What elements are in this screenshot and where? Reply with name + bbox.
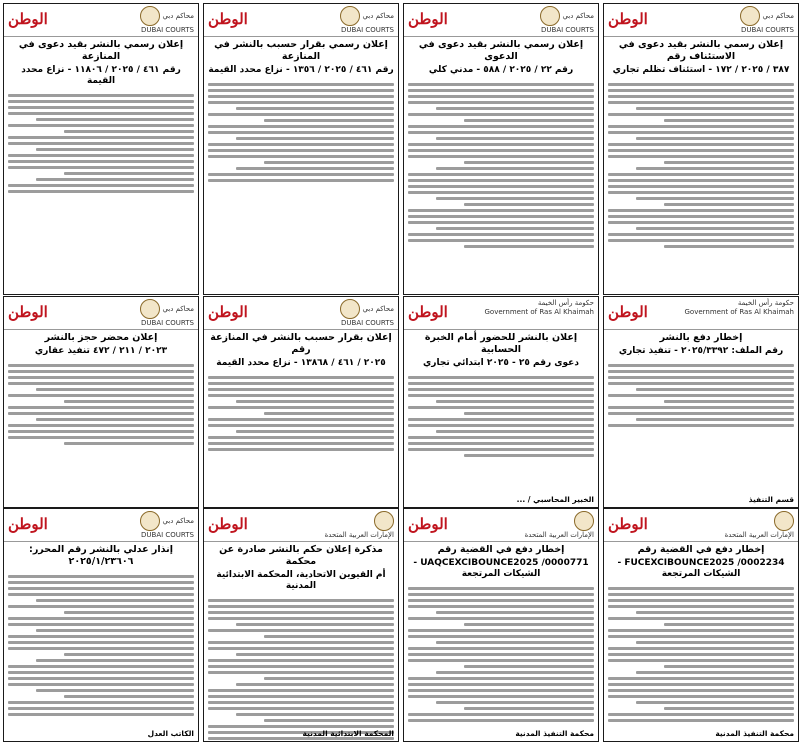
emblem-icon [740, 6, 760, 26]
notice-12 [3, 508, 199, 742]
issuer-logo: حكومة رأس الخيمة Government of Ras Al Khaimah [684, 299, 794, 316]
notice-subtitle: أم القيوين الاتحادية، المحكمة الابتدائية المدنية [216, 570, 386, 591]
notice-signature: الكاتب العدل [147, 729, 194, 738]
notice-signature: الخبير المحاسبي / ... [516, 495, 594, 504]
issuer-logo: الإمارات العربية المتحدة [525, 511, 594, 540]
notice-title: إعلان بالنشر للحضور أمام الخبرة الحسابية [424, 332, 578, 355]
notice-7 [203, 296, 399, 508]
masthead: الوطن [8, 515, 48, 533]
masthead: الوطن [408, 303, 448, 321]
notice-body [4, 359, 198, 450]
masthead: الوطن [608, 10, 648, 28]
notice-title: إعلان رسمي بقرار حسبب بالنشر في المنازعة [214, 39, 388, 62]
notice-title: إخطار دفع في القضية رقم [437, 544, 565, 555]
emblem-icon [140, 299, 160, 319]
notice-signature: قسم التنفيذ [748, 495, 794, 504]
notice-body [604, 359, 798, 432]
notice-subtitle: UAQCEXCIBOUNCE2025 /0000771 - الشيكات المرتجعة [413, 558, 589, 579]
notice-body [604, 582, 798, 727]
issuer-logo: الإمارات العربية المتحدة [325, 511, 394, 540]
issuer-logo: محاكم دبي DUBAI COURTS [740, 6, 794, 35]
masthead: الوطن [208, 515, 248, 533]
notice-8 [3, 296, 199, 508]
notice-signature: محكمة التنفيذ المدنية [515, 729, 594, 738]
masthead: الوطن [408, 10, 448, 28]
notice-title: إخطار دفع بالنشر [659, 332, 743, 343]
notice-subtitle: ٢٠٢٥ / ٤٦١ / ١٣٨٦٨ - نزاع محدد القيمة [216, 358, 386, 368]
notice-body [4, 570, 198, 721]
masthead: الوطن [208, 303, 248, 321]
notice-title: إعلان محضر حجز بالنشر [44, 332, 158, 343]
issuer-logo: محاكم دبي DUBAI COURTS [340, 6, 394, 35]
notice-body [204, 78, 398, 187]
notice-signature: محكمة التنفيذ المدنية [715, 729, 794, 738]
notice-subtitle: ٣٨٧ / ٢٠٢٥ / ١٧٢ - استئناف تظلم تجاري [612, 65, 790, 75]
issuer-logo: محاكم دبي DUBAI COURTS [340, 299, 394, 328]
notice-body [404, 78, 598, 253]
emblem-icon [774, 511, 794, 531]
notice-5 [603, 296, 799, 508]
notice-body [4, 89, 198, 198]
notice-11 [203, 508, 399, 742]
notice-subtitle: رقم ٤٦١ / ٢٠٢٥ / ١١٨٠٦ - نزاع محدد القيمة [21, 65, 181, 86]
issuer-logo: الإمارات العربية المتحدة [725, 511, 794, 540]
notice-body [604, 78, 798, 253]
notice-title: مذكرة إعلان حكم بالنشر صادرة عن محكمة [219, 544, 383, 567]
masthead: الوطن [8, 303, 48, 321]
notice-body [404, 582, 598, 727]
notice-1 [603, 3, 799, 295]
notice-title: إعلان رسمي بالنشر بقيد دعوى في الدعوى [418, 39, 584, 62]
notice-subtitle: رقم ٢٢ / ٢٠٢٥ / ٥٨٨ - مدني كلي [428, 65, 574, 75]
notice-subtitle: ٢٠٢٣ / ٢١١ / ٤٧٢ تنفيذ عقاري [34, 346, 168, 356]
notice-body [404, 371, 598, 462]
masthead: الوطن [608, 515, 648, 533]
notice-subtitle: دعوى رقم ٢٥ - ٢٠٢٥ ابتدائي تجاري [423, 358, 579, 368]
emblem-icon [340, 6, 360, 26]
issuer-logo: محاكم دبي DUBAI COURTS [140, 299, 194, 328]
masthead: الوطن [208, 10, 248, 28]
emblem-icon [540, 6, 560, 26]
notice-10 [403, 508, 599, 742]
notice-2 [403, 3, 599, 295]
issuer-logo: حكومة رأس الخيمة Government of Ras Al Khaimah [484, 299, 594, 316]
notice-title: إعلان رسمي بالنشر بقيد دعوى في المنازعة [18, 39, 184, 62]
notice-body [204, 594, 398, 742]
emblem-icon [140, 6, 160, 26]
masthead: الوطن [408, 515, 448, 533]
notice-title: إخطار دفع في القضية رقم [637, 544, 765, 555]
notice-6 [403, 296, 599, 508]
notice-4 [3, 3, 199, 295]
emblem-icon [140, 511, 160, 531]
masthead: الوطن [8, 10, 48, 28]
notice-subtitle: FUCEXCIBOUNCE2025 /0002234 - الشيكات المرتجعة [617, 558, 785, 579]
masthead: الوطن [608, 303, 648, 321]
issuer-logo: محاكم دبي DUBAI COURTS [140, 6, 194, 35]
notice-subtitle: رقم الملف: ٢٠٢٥/٣٣٩٢ - تنفيذ تجاري [618, 346, 784, 356]
notice-title: إنذار عدلي بالنشر رقم المحرر: ٢٠٢٥/١/٢٣٦٠٦ [29, 544, 173, 567]
emblem-icon [574, 511, 594, 531]
notice-title: إعلان بقرار حسبب بالنشر في المنازعة رقم [210, 332, 392, 355]
notice-title: إعلان رسمي بالنشر بقيد دعوى في الاستئناف رقم [618, 39, 784, 62]
notice-signature: المحكمة الابتدائية المدنية [302, 729, 394, 738]
notice-body [204, 371, 398, 456]
notice-3 [203, 3, 399, 295]
issuer-logo: محاكم دبي DUBAI COURTS [140, 511, 194, 540]
issuer-logo: محاكم دبي DUBAI COURTS [540, 6, 594, 35]
notice-9 [603, 508, 799, 742]
emblem-icon [374, 511, 394, 531]
emblem-icon [340, 299, 360, 319]
notice-subtitle: رقم ٤٦١ / ٢٠٢٥ / ١٣٥٦ - نزاع محدد القيمة [208, 65, 394, 75]
